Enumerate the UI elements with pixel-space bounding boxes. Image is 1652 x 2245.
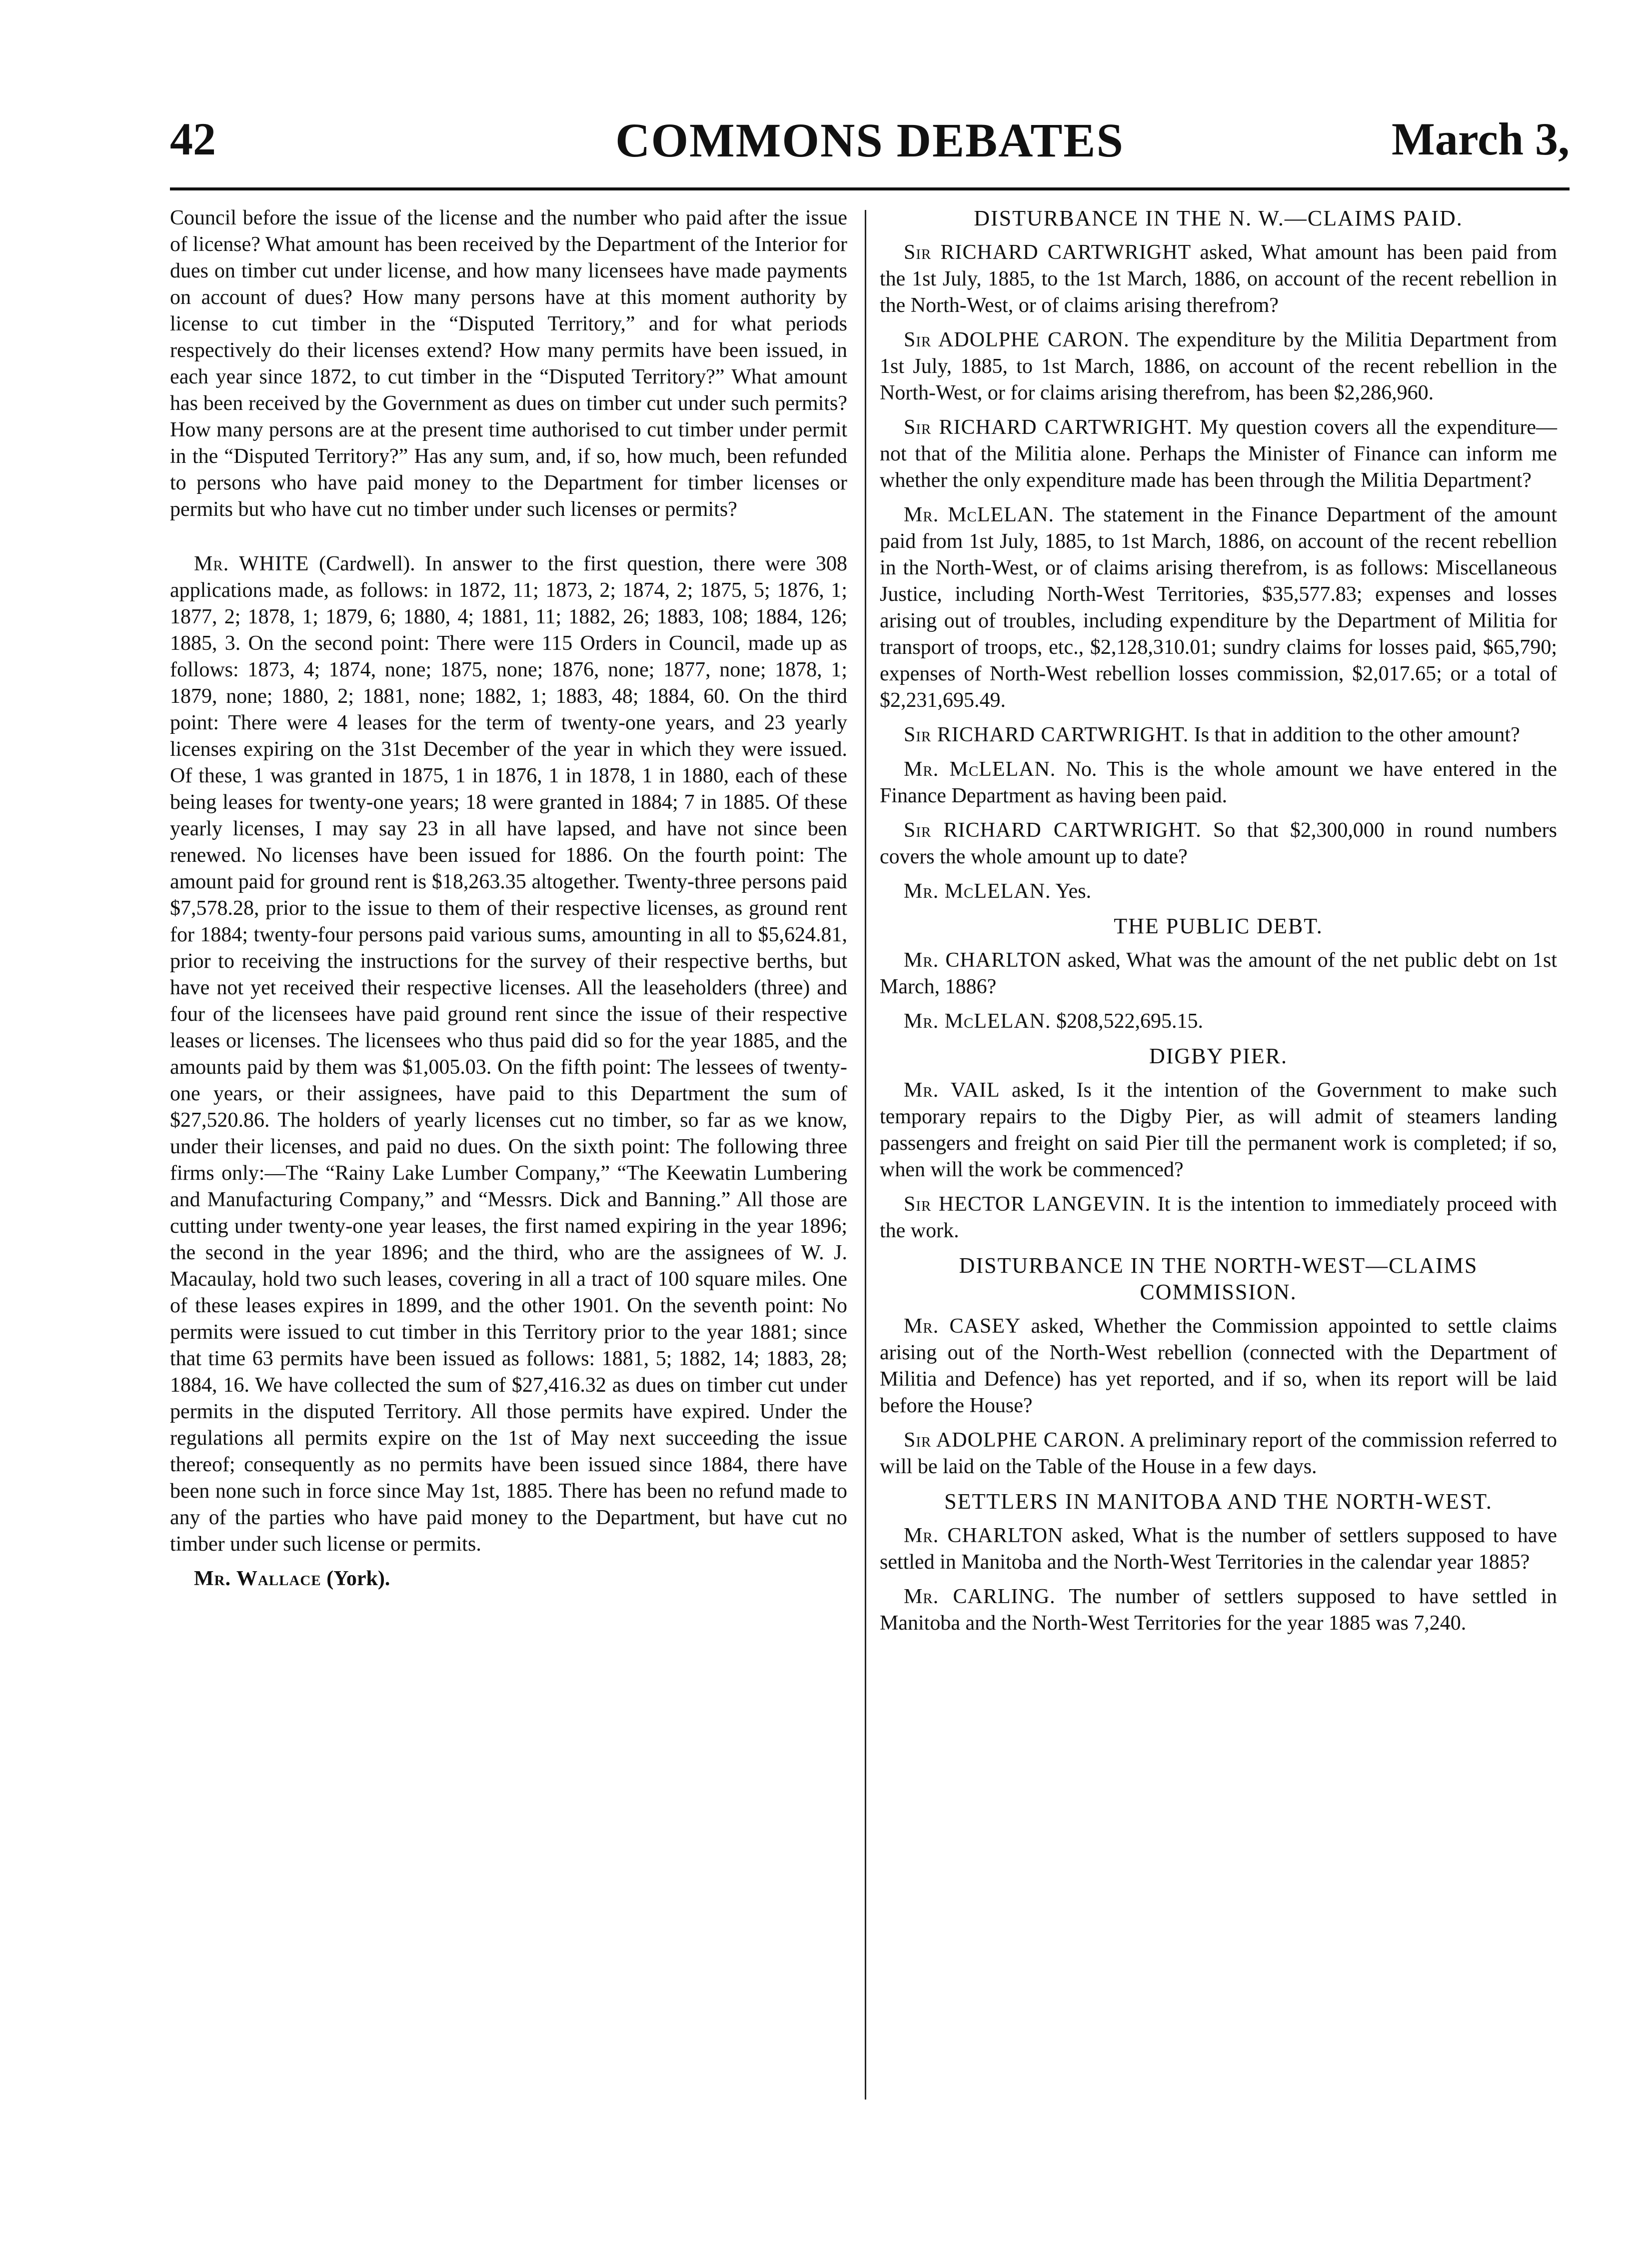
journal-title: COMMONS DEBATES — [615, 113, 1124, 167]
speaker-name: Mr. McLELAN. — [904, 1010, 1051, 1033]
paragraph-text: asked, What was the amount of the net public debt on 1st March, 1886? — [880, 949, 1557, 998]
debate-paragraph — [880, 239, 1557, 319]
speaker-name: Sir RICHARD CARTWRIGHT. — [904, 819, 1202, 842]
speaker-name: Mr. CASEY — [904, 1315, 1021, 1338]
paragraph-text: A preliminary report of the commission referred to will be laid on the Table of the House in a few days. — [880, 1429, 1557, 1478]
speaker-name: Mr. McLELAN. — [904, 758, 1056, 781]
page-date: March 3, — [1391, 113, 1570, 164]
debate-paragraph — [880, 502, 1557, 714]
paragraph-text: The expenditure by the Militia Department from 1st July, 1885, to 1st March, 1886, on account of the recent rebellion in the North-West, or for claims arising therefrom, has been $2,286,960. — [880, 328, 1557, 404]
right-column — [880, 205, 1557, 1645]
debate-paragraph — [880, 756, 1557, 809]
debate-paragraph — [880, 947, 1557, 1000]
speaker-name: Sir ADOLPHE CARON. — [904, 1429, 1126, 1452]
speaker-constituency: (York). — [321, 1567, 390, 1590]
paragraph-text: My question covers all the expenditure—not that of the Militia alone. Perhaps the Minister of Finance can inform me whether the only expenditure made has been through the Militia Department? — [880, 416, 1557, 492]
paragraph-text: So that $2,300,000 in round numbers covers the whole amount up to date? — [880, 819, 1557, 868]
section-heading: DIGBY PIER. — [1149, 1044, 1288, 1068]
paragraph-text: No. This is the whole amount we have entered in the Finance Department as having been paid. — [880, 758, 1557, 807]
debate-paragraph — [880, 327, 1557, 406]
debate-paragraph — [880, 414, 1557, 494]
speaker-name: Mr. CHARLTON — [904, 949, 1062, 972]
debate-paragraph — [880, 1427, 1557, 1480]
spacer — [170, 531, 847, 551]
debate-paragraph — [880, 1523, 1557, 1576]
paragraph-text: Yes. — [1051, 880, 1092, 903]
paragraph-text: asked, Is it the intention of the Government to make such temporary repairs to the Digby Pier, as will admit of steamers landing passengers and freight on said Pier till the permanent work is completed; if so, when will the work be commenced? — [880, 1079, 1557, 1181]
paragraph-text: $208,522,695.15. — [1051, 1010, 1204, 1033]
debate-paragraph — [880, 1313, 1557, 1419]
page-number: 42 — [170, 113, 216, 164]
next-speaker — [170, 1566, 847, 1592]
paragraph-text: It is the intention to immediately proceed with the work. — [880, 1193, 1558, 1242]
debate-paragraph — [880, 1191, 1557, 1244]
section-heading: SETTLERS IN MANITOBA AND THE NORTH-WEST. — [944, 1489, 1493, 1514]
debate-paragraph — [880, 1008, 1557, 1035]
speaker-name: Sir RICHARD CARTWRIGHT. — [904, 723, 1189, 746]
speaker-name: Sir ADOLPHE CARON. — [904, 328, 1130, 351]
answer-text: (Cardwell). In answer to the first question, there were 308 applications made, as follows: in 1872, 11; 1873, 2; 1874, 2; 1875, 5; 1876, 1; 1877, 2; 1878, 1; 1879, 6; 1880, 4; 1881, 11; 1882, 26; 1883, 108; 1884, 126; 1885, 3. On the second point: There were 115 Orders in Council, made up as follows: 1873, 4; 1874, none; 1875, none; 1876, none; 1877, none; 1878, 1; 1879, none; 1880, 2; 1881, none; 1882, 1; 1883, 48; 1884, 60. On the third point: There were 4 leases for the term of twenty-one years, and 23 yearly licenses expiring on the 31st December of the year in which they were issued. Of these, 1 was granted in 1875, 1 in 1876, 1 in 1878, 1 in 1880, each of these being leases for twenty-one years; 18 were granted in 1884; 7 in 1885. Of these yearly licenses, I may say 23 in all have lapsed, and have not since been renewed. No licenses have been issued for 1886. On the fourth point: The amount paid for ground rent is $18,263.35 altogether. Twenty-three persons paid $7,578.28, prior to the issue to them of their respective licenses, as ground rent for 1884; twenty-four persons paid various sums, amounting in all to $5,624.81, prior to receiving the instructions for the survey of their respective berths, but have not yet received their respective licenses. All the leaseholders (three) and four of the licensees have paid ground rent since the issue of their respective leases or licenses. The licensees who thus paid did so for the year 1885, and the amounts paid by them was $1,005.03. On the fifth point: The lessees of twenty-one years, or their assignees, have paid to this Department the sum of $27,520.86. The holders of yearly licenses cut no timber, so far as we know, under their licenses, and paid no dues. On the sixth point: The following three firms only:—The “Rainy Lake Lumber Company,” “The Keewatin Lumbering and Manufacturing Company,” and “Messrs. Dick and Banning.” All those are cutting under twenty-one year leases, the first named expiring in the year 1896; the second in the year 1896; and the third, who are the assignees of W. J. Macaulay, hold two such leases, covering in all a tract of 100 square miles. One of these leases expires in 1899, and the other 1901. On the seventh point: No permits were issued to cut timber in this Territory prior to the year 1881; since that time 63 permits have been issued as follows: 1881, 5; 1882, 14; 1883, 28; 1884, 16. We have collected the sum of $27,416.32 as dues on timber cut under permits in the disputed Territory. All those permits have expired. Under the regulations all permits expire on the 1st of May next succeeding the issue thereof; consequently as no permits have been issued since 1884, there have been none such in force since May 1st, 1885. There has been no refund made to any of the parties who have paid money to the Department, but have cut no timber under such license or permits. — [170, 552, 847, 1556]
paragraph-text: The statement in the Finance Department of the amount paid from 1st July, 1885, to 1st March, 1886, on account of the recent rebellion in the North-West, or of claims arising therefrom, is as follows: Miscellaneous Justice, including North-West Territories, $35,577.83; expenses and losses arising out of troubles, including expenditure by the Department of Militia for transport of troops, etc., $2,128,310.01; sundry claims for losses paid, $65,790; expenses of North-West rebellion losses commission, $2,017.65; or a total of $2,231,695.49. — [880, 503, 1557, 712]
paragraph-text: asked, What amount has been paid from the 1st July, 1885, to the 1st March, 1886, on account of the recent rebellion in the North-West, or of claims arising therefrom? — [880, 241, 1557, 317]
debate-paragraph — [880, 817, 1557, 870]
paragraph-text: Is that in addition to the other amount? — [1189, 723, 1520, 746]
column-divider — [865, 210, 866, 2100]
question-continuation: Council before the issue of the license and the number who paid after the issue of license? What amount has been received by the Department of the Interior for dues on timber cut under license, and how many licensees have made payments on account of dues? How many persons have at this moment authority by license to cut timber in the “Disputed Territory,” and for what periods respectively do their licenses extend? How many permits have been issued, in each year since 1872, to cut timber in the “Disputed Territory?” What amount has been received by the Government as dues on timber cut under such permits? How many persons are at the present time authorised to cut timber under permit in the “Disputed Territory?” Has any sum, and, if so, how much, been refunded to persons who have paid money to the Department for timber licenses or permits but who have cut no timber under such licenses or permits? — [170, 206, 847, 521]
speaker-name: Sir HECTOR LANGEVIN. — [904, 1193, 1151, 1216]
left-column — [170, 205, 847, 1600]
paragraph-text: The number of settlers supposed to have settled in Manitoba and the North-West Territories for the year 1885 was 7,240. — [880, 1585, 1558, 1635]
speaker-name: Mr. McLELAN. — [904, 880, 1051, 903]
speaker-name: Mr. WHITE — [194, 552, 309, 575]
page-header — [170, 112, 1570, 177]
debate-paragraph — [880, 722, 1557, 748]
speaker-name: Mr. VAIL — [904, 1079, 1000, 1102]
section-heading: DISTURBANCE IN THE NORTH-WEST—CLAIMS COMMISSION. — [959, 1253, 1478, 1304]
speaker-name: Mr. CARLING. — [904, 1585, 1056, 1608]
debate-paragraph — [880, 878, 1557, 905]
debate-paragraph — [880, 1077, 1557, 1183]
debate-paragraph — [880, 1584, 1557, 1637]
speaker-name: Mr. McLELAN. — [904, 503, 1055, 526]
paragraph-text: asked, What is the number of settlers supposed to have settled in Manitoba and the North-West Territories in the calendar year 1885? — [880, 1524, 1557, 1574]
paragraph-text: asked, Whether the Commission appointed to settle claims arising out of the North-West rebellion (connected with the Department of Militia and Defence) has yet reported, and if so, when its report will be laid before the House? — [880, 1315, 1557, 1417]
header-rule — [170, 187, 1570, 190]
section-heading: THE PUBLIC DEBT. — [1114, 914, 1323, 938]
section-heading: DISTURBANCE IN THE N. W.—CLAIMS PAID. — [974, 206, 1463, 230]
answer-paragraph — [170, 551, 847, 1558]
speaker-name: Mr. CHARLTON — [904, 1524, 1064, 1547]
speaker-name: Mr. Wallace — [194, 1567, 321, 1590]
speaker-name: Sir RICHARD CARTWRIGHT. — [904, 416, 1193, 439]
speaker-name: Sir RICHARD CARTWRIGHT — [904, 241, 1192, 264]
